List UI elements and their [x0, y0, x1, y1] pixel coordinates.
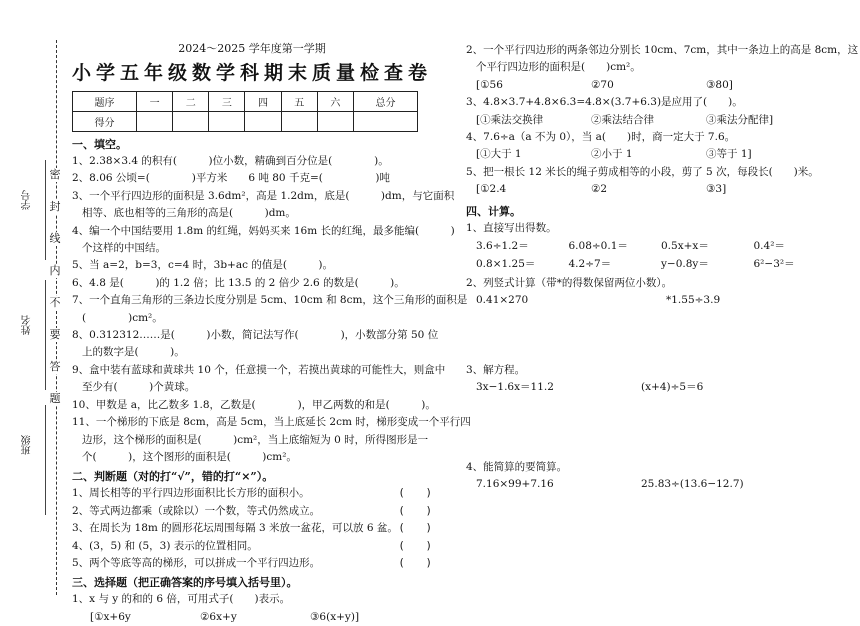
choice-option: ③等于 1] — [706, 148, 752, 161]
judge-question — [72, 538, 432, 555]
choice-option: ②小于 1 — [591, 148, 633, 161]
judge-answer-paren[interactable]: ( ) — [398, 487, 432, 500]
choice-options — [466, 181, 846, 198]
exam-title: 小学五年级数学科期末质量检查卷 — [72, 62, 433, 84]
student-id-label: 学号 — [22, 190, 33, 210]
fill-question: 上的数字是( )。 — [82, 346, 185, 359]
equation-item: 3x−1.6x＝11.2 — [476, 381, 554, 394]
fill-question: 相等、底也相等的三角形的高是( )dm。 — [82, 207, 296, 220]
seal-char: 要 — [46, 328, 64, 342]
score-cell[interactable] — [245, 112, 281, 132]
judge-question-text: 5、两个等底等高的梯形，可以拼成一个平行四边形。 — [72, 556, 321, 569]
vertical-calc-work-area — [466, 310, 846, 362]
direct-calc-item: 6.08÷0.1＝ — [568, 240, 628, 253]
fill-question: 个这样的中国结。 — [82, 242, 166, 255]
seal-char: 不 — [46, 296, 64, 310]
section-judge-heading: 二、判断题（对的打“√”，错的打“×”）。 — [72, 470, 274, 484]
judge-answer-paren[interactable]: ( ) — [398, 539, 432, 552]
choice-question: 4、7.6÷a（a 不为 0），当 a( )时，商一定大于 7.6。 — [466, 131, 736, 144]
judge-question-text: 1、周长相等的平行四边形面积比长方形的面积小。 — [72, 487, 310, 500]
simple-calc-item: 7.16×99+7.16 — [476, 478, 554, 491]
direct-calc-item: 0.5x+x＝ — [661, 240, 709, 253]
fill-question: 5、当 a=2，b=3，c=4 时，3b+ac 的值是( )。 — [72, 259, 334, 272]
seal-char: 密 — [46, 168, 64, 182]
fill-question: 3、一个平行四边形的面积是 3.6dm²，高是 1.2dm，底是( )dm，与它面积 — [72, 189, 455, 202]
choice-question: 2、一个平行四边形的两条邻边分别长 10cm、7cm，其中一条边上的高是 8cm，这 — [466, 44, 859, 56]
score-header-cell: 六 — [317, 92, 353, 112]
vertical-calc-item: *1.55÷3.9 — [666, 294, 721, 307]
left-column — [72, 40, 471, 626]
vertical-calc-heading: 2、列竖式计算（带*的得数保留两位小数）。 — [466, 277, 673, 290]
seal-char: 答 — [46, 360, 64, 374]
seal-char: 封 — [46, 200, 64, 214]
choice-question: 1、x 与 y 的和的 6 倍，可用式子( )表示。 — [72, 593, 291, 606]
direct-calc-item: 0.4²＝ — [753, 240, 785, 253]
equation-row — [466, 379, 846, 396]
fill-question: 1、2.38×3.4 的积有( )位小数，精确到百分位是( )。 — [72, 155, 389, 167]
class-label: 班级 — [22, 435, 33, 455]
score-header-cell: 五 — [281, 92, 317, 112]
equation-heading: 3、解方程。 — [466, 363, 526, 376]
score-cell[interactable] — [136, 112, 172, 132]
direct-calc-row — [466, 255, 846, 273]
seal-char: 题 — [46, 392, 64, 406]
fill-question: 7、一个直角三角形的三条边长度分别是 5cm、10cm 和 8cm，这个三角形的面积是 — [72, 294, 468, 307]
judge-answer-paren[interactable]: ( ) — [398, 556, 432, 569]
vertical-calc-item: 0.41×270 — [476, 294, 529, 307]
choice-option: [①大于 1 — [476, 148, 522, 161]
judge-question-text: 3、在周长为 18m 的圆形花坛周围每隔 3 米放一盆花，可以放 6 盆。 — [72, 522, 398, 535]
equation-item: (x+4)÷5＝6 — [641, 381, 704, 394]
section-choice-heading: 三、选择题（把正确答案的序号填入括号里）。 — [72, 576, 298, 590]
name-label: 姓名 — [22, 315, 33, 335]
choice-option: [①56 — [476, 78, 503, 91]
fill-question: 2、8.06 公顷=( )平方米 6 吨 80 千克=( )吨 — [72, 172, 390, 185]
choice-option: [①x+6y — [90, 610, 131, 623]
vertical-calc-row — [466, 292, 846, 309]
choice-options — [466, 77, 846, 94]
choice-option: [①2.4 — [476, 183, 507, 196]
seal-char: 线 — [46, 232, 64, 246]
fill-question: 9、盒中装有蓝球和黄球共 10 个，任意摸一个，若摸出黄球的可能性大，则盒中 — [72, 363, 446, 376]
section-calc-heading: 四、计算。 — [466, 204, 521, 218]
score-cell[interactable] — [281, 112, 317, 132]
score-table-header-row — [73, 92, 418, 112]
judge-question — [72, 520, 432, 537]
score-header-cell: 三 — [209, 92, 245, 112]
score-cell[interactable] — [209, 112, 245, 132]
choice-option: ③3] — [706, 183, 727, 196]
judge-question — [72, 555, 432, 572]
choice-question: 个平行四边形的面积是( )cm²。 — [476, 61, 641, 74]
fill-question: 边形，这个梯形的面积是( )cm²，当上底缩短为 0 时，所得图形是一 — [82, 433, 429, 446]
choice-options — [466, 112, 846, 129]
judge-answer-paren[interactable]: ( ) — [398, 504, 432, 517]
choice-option: ③乘法分配律] — [706, 113, 774, 126]
simple-calc-heading: 4、能简算的要简算。 — [466, 460, 568, 473]
right-column — [466, 40, 859, 494]
choice-option: ②70 — [591, 78, 614, 91]
direct-calc-item: 4.2÷7＝ — [568, 258, 612, 271]
direct-calc-heading: 1、直接写出得数。 — [466, 221, 557, 234]
fill-question: 4、编一个中国结要用 1.8m 的红绳，妈妈买来 16m 长的红绳，最多能编( ) — [72, 224, 455, 237]
judge-question-text: 2、等式两边都乘（或除以）一个数，等式仍然成立。 — [72, 504, 321, 517]
direct-calc-item: y−0.8y＝ — [661, 258, 709, 271]
class-line — [45, 405, 46, 515]
direct-calc-row — [466, 237, 846, 255]
choice-option: ③6(x+y)] — [310, 610, 360, 623]
choice-options — [466, 146, 846, 163]
score-header-cell: 二 — [173, 92, 209, 112]
seal-dashed-line — [56, 40, 57, 595]
score-row-label: 得分 — [73, 112, 137, 132]
score-cell[interactable] — [353, 112, 417, 132]
choice-question: 5、把一根长 12 米长的绳子剪成相等的小段，剪了 5 次，每段长( )米。 — [466, 165, 819, 178]
choice-options — [72, 609, 432, 626]
fill-question: 至少有( )个黄球。 — [82, 381, 196, 394]
judge-question — [72, 485, 432, 502]
equation-work-area — [466, 397, 846, 459]
fill-question: 6、4.8 是( )的 1.2 倍；比 13.5 的 2 倍少 2.6 的数是( )。 — [72, 276, 405, 289]
fill-question: 8、0.312312……是( )小数，简记法写作( )，小数部分第 50 位 — [72, 329, 439, 342]
judge-answer-paren[interactable]: ( ) — [398, 522, 432, 535]
score-cell[interactable] — [317, 112, 353, 132]
score-header-cell: 题序 — [73, 92, 137, 112]
simple-calc-item: 25.83÷(13.6−12.7) — [641, 478, 744, 491]
choice-option: ②2 — [591, 183, 608, 196]
score-header-cell: 总分 — [353, 92, 417, 112]
judge-question-text: 4、(3，5) 和 (5，3) 表示的位置相同。 — [72, 539, 258, 552]
choice-option: ③80] — [706, 78, 733, 91]
judge-question — [72, 503, 432, 520]
direct-calc-item: 0.8×1.25＝ — [476, 258, 536, 271]
school-year: 2024～2025 学年度第一学期 — [178, 42, 326, 55]
fill-question: 个( )，这个图形的面积是( )cm²。 — [82, 450, 297, 463]
fill-question: ( )cm²。 — [82, 311, 163, 324]
direct-calc-item: 6²−3²＝ — [753, 258, 795, 271]
choice-option: [①乘法交换律 — [476, 113, 544, 126]
score-header-cell: 四 — [245, 92, 281, 112]
seal-char: 内 — [46, 264, 64, 278]
choice-question: 3、4.8×3.7+4.8×6.3=4.8×(3.7+6.3)是应用了( )。 — [466, 96, 743, 109]
choice-option: ②乘法结合律 — [591, 113, 654, 126]
score-cell[interactable] — [173, 112, 209, 132]
section-fill-heading: 一、填空。 — [72, 138, 127, 151]
score-header-cell: 一 — [136, 92, 172, 112]
simple-calc-row — [466, 476, 846, 493]
direct-calc-item: 3.6÷1.2＝ — [476, 240, 529, 253]
choice-option: ②6x+y — [200, 610, 237, 623]
fill-question: 11、一个梯形的下底是 8cm，高是 5cm，当上底延长 2cm 时，梯形变成一个平行四 — [72, 416, 471, 429]
score-table — [72, 91, 418, 132]
fill-question: 10、甲数是 a，比乙数多 1.8，乙数是( )，甲乙两数的和是( )。 — [72, 398, 436, 411]
score-table-score-row — [73, 112, 418, 132]
